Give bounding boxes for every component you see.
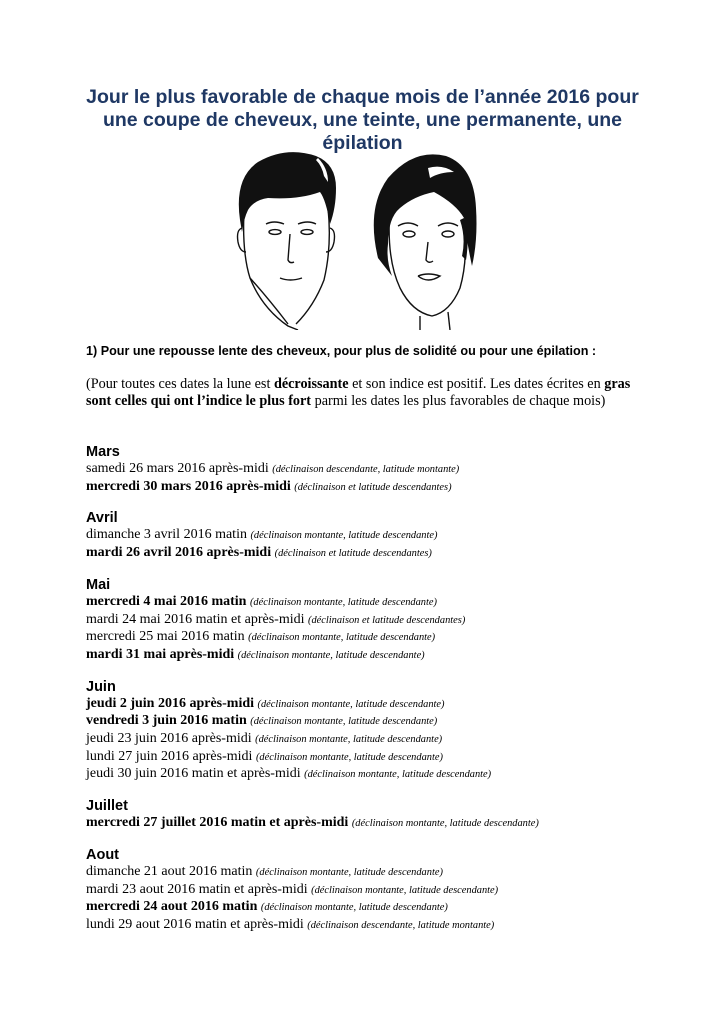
date-text: lundi 29 aout 2016 matin et après-midi <box>86 916 304 932</box>
date-entry <box>86 629 686 647</box>
date-text: dimanche 21 aout 2016 matin <box>86 863 253 879</box>
date-note: (déclinaison montante, latitude descendante) <box>248 632 436 644</box>
date-entry <box>86 527 686 545</box>
woman-hair-shape <box>374 154 477 276</box>
intro-text: parmi les dates les plus favorables de chaque mois) <box>311 393 606 409</box>
month-heading: Mai <box>86 576 111 593</box>
date-note: (déclinaison et latitude descendantes) <box>294 481 452 493</box>
month-heading: Aout <box>86 846 120 863</box>
month-section <box>86 846 686 935</box>
intro-paragraph <box>86 376 646 410</box>
date-text: mercredi 4 mai 2016 matin <box>86 593 247 609</box>
date-text: mercredi 25 mai 2016 matin <box>86 629 245 645</box>
date-text: mercredi 24 aout 2016 matin <box>86 899 258 915</box>
date-text: mardi 23 aout 2016 matin et après-midi <box>86 881 308 897</box>
date-note: (déclinaison montante, latitude descendante) <box>250 530 438 542</box>
date-entry <box>86 899 686 917</box>
date-note: (déclinaison montante, latitude descendante) <box>237 649 425 661</box>
date-text: jeudi 2 juin 2016 après-midi <box>86 695 255 711</box>
month-section <box>86 576 686 665</box>
month-section <box>86 797 686 833</box>
date-text: jeudi 30 juin 2016 matin et après-midi <box>86 766 301 782</box>
date-entry <box>86 864 686 882</box>
intro-bold-text: gras sont celles qui ont l’indice le plus fort <box>86 376 631 409</box>
date-note: (déclinaison montante, latitude descendante) <box>255 866 443 878</box>
date-text: mardi 31 mai après-midi <box>86 646 235 662</box>
month-section <box>86 443 686 496</box>
date-note: (déclinaison montante, latitude descendante) <box>351 818 539 830</box>
date-note: (déclinaison montante, latitude descendante) <box>304 769 492 781</box>
date-entry <box>86 749 686 767</box>
date-text: mardi 24 mai 2016 matin et après-midi <box>86 611 305 627</box>
date-entry <box>86 815 686 833</box>
date-note: (déclinaison montante, latitude descendante) <box>260 902 448 914</box>
date-text: mercredi 30 mars 2016 après-midi <box>86 478 291 494</box>
date-text: dimanche 3 avril 2016 matin <box>86 527 247 543</box>
page-title: Jour le plus favorable de chaque mois de l’année 2016 pour une coupe de cheveux, une teinte, une permanente, une épilation <box>86 86 639 154</box>
woman-face-icon <box>389 208 465 330</box>
date-entry <box>86 882 686 900</box>
month-heading: Mars <box>86 444 120 460</box>
month-list <box>86 443 686 948</box>
date-entry <box>86 461 686 479</box>
date-note: (déclinaison montante, latitude descendante) <box>257 698 445 710</box>
month-heading: Juin <box>86 678 116 695</box>
date-note: (déclinaison montante, latitude descendante) <box>255 734 443 746</box>
date-note: (déclinaison et latitude descendantes) <box>274 548 432 560</box>
intro-bold-text: décroissante <box>273 376 349 392</box>
date-entry <box>86 612 686 630</box>
date-text: samedi 26 mars 2016 après-midi <box>86 461 269 476</box>
date-entry <box>86 545 686 563</box>
man-face-icon <box>238 208 335 330</box>
date-entry <box>86 766 686 784</box>
date-entry <box>86 696 686 714</box>
date-text: jeudi 23 juin 2016 après-midi <box>86 731 252 747</box>
date-entry <box>86 594 686 612</box>
date-note: (déclinaison descendante, latitude montante) <box>307 919 495 931</box>
date-entry <box>86 479 686 497</box>
date-entry <box>86 647 686 665</box>
date-note: (déclinaison montante, latitude descendante) <box>311 884 499 896</box>
date-note: (déclinaison montante, latitude descendante) <box>249 596 437 608</box>
date-entry <box>86 731 686 749</box>
hairstyle-faces-illustration <box>228 148 480 330</box>
month-section <box>86 678 686 785</box>
date-entry <box>86 713 686 731</box>
date-text: mardi 26 avril 2016 après-midi <box>86 545 272 561</box>
section-heading: 1) Pour une repousse lente des cheveux, pour plus de solidité ou pour une épilation : <box>86 344 597 358</box>
intro-text: et son indice est positif. Les dates écrites en <box>348 376 605 392</box>
month-heading: Avril <box>86 510 118 527</box>
date-text: mercredi 27 juillet 2016 matin et après-midi <box>86 815 349 831</box>
date-note: (déclinaison montante, latitude descendante) <box>250 716 438 728</box>
date-text: lundi 27 juin 2016 après-midi <box>86 748 253 764</box>
month-heading: Juillet <box>86 798 128 815</box>
date-note: (déclinaison descendante, latitude montante) <box>272 464 460 475</box>
intro-text: (Pour toutes ces dates la lune est <box>86 376 274 392</box>
date-text: vendredi 3 juin 2016 matin <box>86 713 247 729</box>
date-note: (déclinaison montante, latitude descendante) <box>255 751 443 763</box>
date-entry <box>86 917 686 935</box>
date-note: (déclinaison et latitude descendantes) <box>308 614 466 626</box>
month-section <box>86 509 686 562</box>
